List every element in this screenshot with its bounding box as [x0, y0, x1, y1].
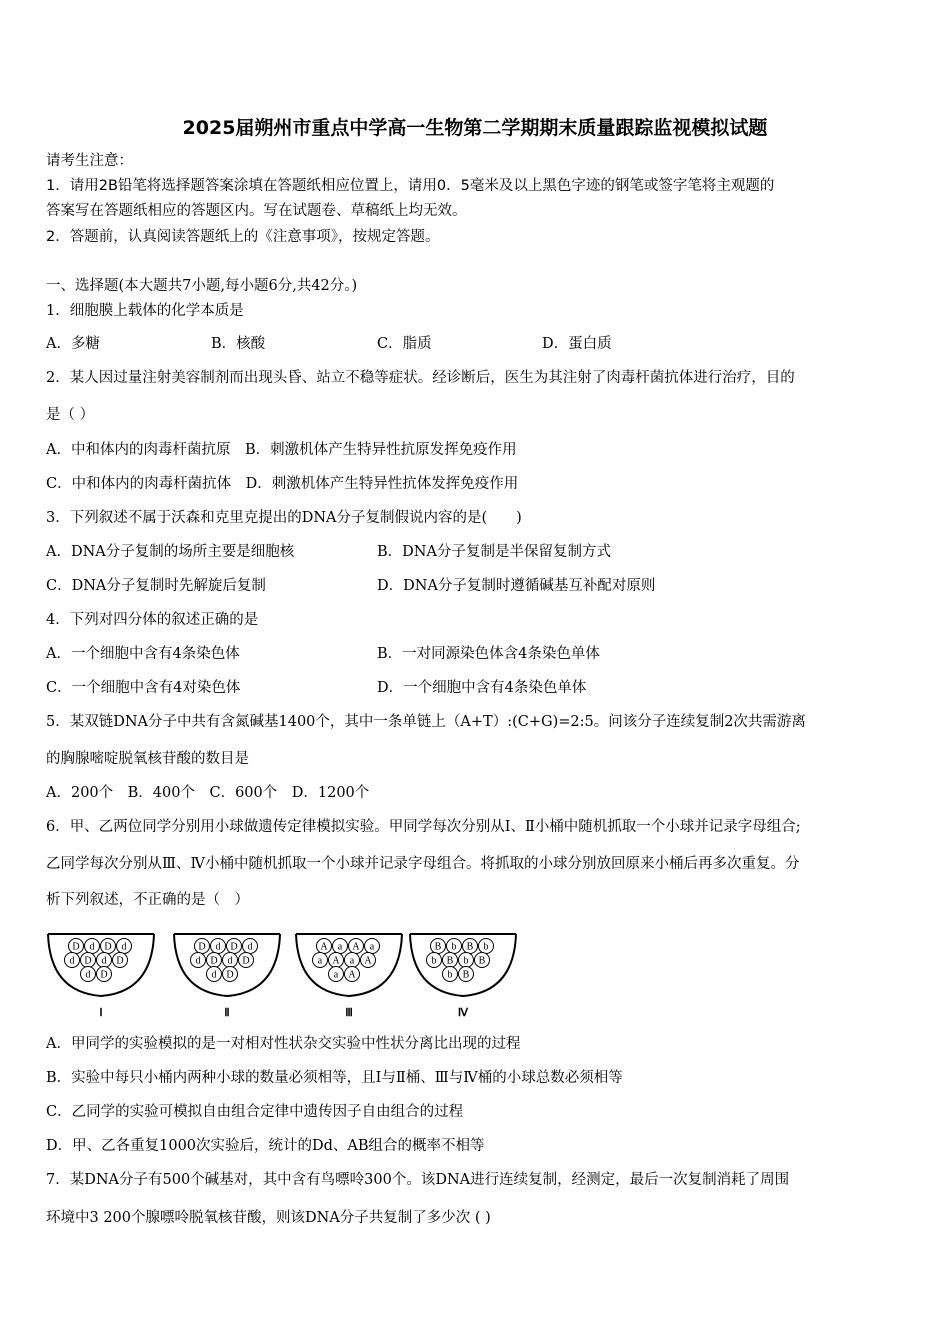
ball-letter: a: [333, 969, 339, 981]
ball-letter: a: [337, 941, 343, 953]
ball-letter: b: [463, 955, 469, 967]
bucket-figure: [46, 928, 526, 1020]
ball-letter: D: [226, 969, 234, 981]
ball-letter: a: [369, 941, 375, 953]
ball-letter: B: [478, 955, 486, 967]
ball-letter: A: [352, 941, 360, 953]
ball-letter: d: [211, 969, 217, 981]
question-1-option-d: D．蛋白质: [542, 336, 612, 352]
question-3-option-d: D．DNA分子复制时遵循碱基互补配对原则: [377, 578, 656, 594]
question-5-stem-line-2: 的胸腺嘧啶脱氧核苷酸的数目是: [46, 751, 249, 767]
ball-letter: B: [462, 969, 470, 981]
ball-letter: D: [230, 941, 238, 953]
ball-letter: A: [320, 941, 328, 953]
question-1-option-b: B．核酸: [211, 336, 266, 352]
ball-letter: a: [349, 955, 355, 967]
question-1-stem: 1．细胞膜上载体的化学本质是: [46, 303, 244, 319]
ball-letter: d: [195, 955, 201, 967]
question-4-option-a: A．一个细胞中含有4条染色体: [46, 646, 240, 662]
ball-letter: D: [84, 955, 92, 967]
bucket-label: Ⅲ: [345, 1007, 353, 1019]
ball-letter: d: [247, 941, 253, 953]
question-2-stem-line-1: 2．某人因过量注射美容制剂而出现头昏、站立不稳等症状。经诊断后，医生为其注射了肉毒杆菌抗体进行治疗，目的: [46, 370, 795, 386]
ball-letter: A: [364, 955, 372, 967]
question-3-option-b: B．DNA分子复制是半保留复制方式: [377, 544, 611, 560]
question-6-option-b: B．实验中每只小桶内两种小球的数量必须相等，且Ⅰ与Ⅱ桶、Ⅲ与Ⅳ桶的小球总数必须相等: [46, 1070, 623, 1086]
ball-letter: D: [242, 955, 250, 967]
question-6-option-a: A．甲同学的实验模拟的是一对相对性状杂交实验中性状分离比出现的过程: [46, 1036, 521, 1052]
question-4-option-c: C．一个细胞中含有4对染色体: [46, 680, 241, 696]
ball-letter: b: [451, 941, 457, 953]
ball-letter: a: [317, 955, 323, 967]
bucket-3: [296, 934, 402, 1019]
ball-letter: B: [446, 955, 454, 967]
ball-letter: d: [227, 955, 233, 967]
question-3-stem: 3．下列叙述不属于沃森和克里克提出的DNA分子复制假说内容的是( ): [46, 510, 522, 526]
ball-letter: b: [431, 955, 437, 967]
question-6-stem-line-3: 析下列叙述，不正确的是（ ）: [46, 892, 249, 908]
bucket-label: Ⅳ: [457, 1007, 469, 1019]
ball-letter: d: [69, 955, 75, 967]
question-7-stem-line-2: 环境中3 200个腺嘌呤脱氧核苷酸，则该DNA分子共复制了多少次 ( ): [46, 1210, 491, 1226]
ball-letter: B: [466, 941, 474, 953]
question-2-options-row-1: A．中和体内的肉毒杆菌抗原 B．刺激机体产生特异性抗原发挥免疫作用: [46, 442, 517, 458]
notice-item-1-line-2: 答案写在答题纸相应的答题区内。写在试题卷、草稿纸上均无效。: [46, 203, 467, 219]
question-4-stem: 4．下列对四分体的叙述正确的是: [46, 612, 259, 628]
question-6-option-c: C．乙同学的实验可模拟自由组合定律中遗传因子自由组合的过程: [46, 1104, 464, 1120]
ball-letter: b: [447, 969, 453, 981]
notice-item-2: 2．答题前，认真阅读答题纸上的《注意事项》，按规定答题。: [46, 229, 440, 245]
question-1-option-a: A．多糖: [46, 336, 100, 352]
section-heading: 一、选择题(本大题共7小题,每小题6分,共42分。): [46, 278, 358, 294]
question-3-option-a: A．DNA分子复制的场所主要是细胞核: [46, 544, 295, 560]
ball-letter: D: [72, 941, 80, 953]
question-3-option-c: C．DNA分子复制时先解旋后复制: [46, 578, 266, 594]
question-4-option-b: B．一对同源染色体含4条染色单体: [377, 646, 600, 662]
bucket-label: Ⅰ: [99, 1007, 103, 1019]
question-1-option-c: C．脂质: [377, 336, 432, 352]
ball-letter: A: [332, 955, 340, 967]
ball-letter: A: [348, 969, 356, 981]
question-7-stem-line-1: 7．某DNA分子有500个碱基对，其中含有鸟嘌呤300个。该DNA进行连续复制，经测定，最后一次复制消耗了周围: [46, 1172, 790, 1188]
question-5-stem-line-1: 5．某双链DNA分子中共有含氮碱基1400个，其中一条单链上（A+T）:(C+G)=2:5。问该分子连续复制2次共需游离: [46, 714, 806, 730]
ball-letter: D: [198, 941, 206, 953]
ball-letter: b: [483, 941, 489, 953]
bucket-1: [48, 934, 154, 1019]
question-6-option-d: D．甲、乙各重复1000次实验后，统计的Dd、AB组合的概率不相等: [46, 1138, 485, 1154]
ball-letter: D: [116, 955, 124, 967]
ball-letter: B: [434, 941, 442, 953]
bucket-4: [410, 934, 516, 1019]
question-5-options: A．200个 B．400个 C．600个 D．1200个: [46, 785, 370, 801]
ball-letter: D: [210, 955, 218, 967]
question-2-stem-line-2: 是（ ）: [46, 407, 95, 423]
notice-item-1-line-1: 1．请用2B铅笔将选择题答案涂填在答题纸相应位置上，请用0．5毫米及以上黑色字迹的钢笔或签字笔将主观题的: [46, 178, 775, 194]
page-title: 2025届朔州市重点中学高一生物第二学期期末质量跟踪监视模拟试题: [182, 117, 768, 139]
ball-letter: d: [121, 941, 127, 953]
notice-heading: 请考生注意：: [46, 153, 133, 169]
ball-letter: d: [89, 941, 95, 953]
ball-letter: D: [100, 969, 108, 981]
question-6-stem-line-1: 6．甲、乙两位同学分别用小球做遗传定律模拟实验。甲同学每次分别从Ⅰ、Ⅱ小桶中随机抓取一个小球并记录字母组合;: [46, 819, 801, 835]
ball-letter: d: [85, 969, 91, 981]
bucket-2: [174, 934, 280, 1019]
question-6-stem-line-2: 乙同学每次分别从Ⅲ、Ⅳ小桶中随机抓取一个小球并记录字母组合。将抓取的小球分别放回原来小桶后再多次重复。分: [46, 856, 800, 872]
ball-letter: d: [215, 941, 221, 953]
bucket-label: Ⅱ: [224, 1007, 230, 1019]
question-4-option-d: D．一个细胞中含有4条染色单体: [377, 680, 587, 696]
ball-letter: d: [101, 955, 107, 967]
ball-letter: D: [104, 941, 112, 953]
question-2-options-row-2: C．中和体内的肉毒杆菌抗体 D．刺激机体产生特异性抗体发挥免疫作用: [46, 476, 519, 492]
